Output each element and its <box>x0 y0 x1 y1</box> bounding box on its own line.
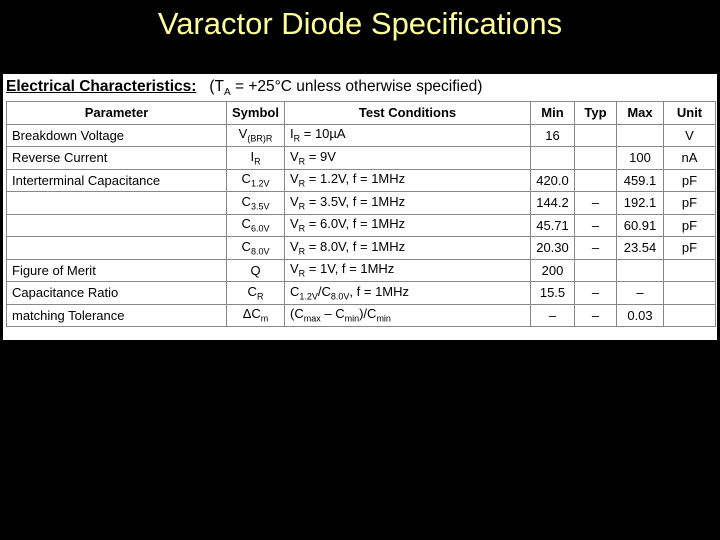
condition-subscript: 8.0V <box>330 291 350 302</box>
slide-title: Varactor Diode Specifications <box>157 6 563 41</box>
table-row <box>7 192 716 215</box>
cell-typ: – <box>575 192 617 215</box>
cell-parameter: Reverse Current <box>7 147 227 170</box>
cell-symbol <box>227 192 285 215</box>
heading-condition: ($T_A = +25^\circ C$ unless otherwise specified) <box>209 78 483 99</box>
symbol-main: C <box>241 216 251 232</box>
heading-label: Electrical Characteristics: <box>6 78 197 95</box>
cell-unit: pF <box>664 169 716 192</box>
condition-subscript: min <box>376 314 391 325</box>
symbol-main: V <box>238 126 248 142</box>
condition-subscript: max <box>303 314 321 325</box>
cell-typ <box>575 124 617 147</box>
condition-text: (C <box>290 306 304 322</box>
cell-parameter <box>7 192 227 215</box>
table-row <box>7 214 716 237</box>
condition-subscript: R <box>298 179 306 190</box>
condition-text: V <box>290 148 299 164</box>
condition-text: = 8.0V, f = 1MHz <box>305 238 406 254</box>
cell-max: – <box>617 282 664 305</box>
column-header: Min <box>531 102 575 125</box>
cell-symbol <box>227 259 285 282</box>
cell-unit: nA <box>664 147 716 170</box>
cell-typ <box>575 259 617 282</box>
cell-test-conditions <box>285 259 531 282</box>
table-heading <box>6 77 482 103</box>
cell-min: 420.0 <box>531 169 575 192</box>
condition-text: V <box>290 171 299 187</box>
condition-text: = 3.5V, f = 1MHz <box>305 193 406 209</box>
cell-max <box>617 259 664 282</box>
cell-symbol <box>227 147 285 170</box>
symbol-subscript: 3.5V <box>250 201 270 212</box>
condition-text: = 1V, f = 1MHz <box>305 261 395 277</box>
cell-typ: – <box>575 237 617 260</box>
condition-text: = 9V <box>305 148 336 164</box>
cell-max: 100 <box>617 147 664 170</box>
cell-max: 23.54 <box>617 237 664 260</box>
cell-symbol <box>227 169 285 192</box>
symbol-subscript: m <box>260 314 269 325</box>
cell-unit: pF <box>664 192 716 215</box>
symbol-subscript: (BR)R <box>247 134 273 145</box>
cell-unit: V <box>664 124 716 147</box>
condition-text: = 10µA <box>300 126 346 142</box>
cell-min: 15.5 <box>531 282 575 305</box>
cell-min: – <box>531 304 575 327</box>
condition-text: = 1.2V, f = 1MHz <box>305 171 406 187</box>
cell-min: 45.71 <box>531 214 575 237</box>
symbol-subscript: R <box>254 156 261 167</box>
table-row <box>7 259 716 282</box>
column-header: Typ <box>575 102 617 125</box>
cell-min: 20.30 <box>531 237 575 260</box>
table-row <box>7 304 716 327</box>
cell-test-conditions <box>285 147 531 170</box>
cell-test-conditions <box>285 304 531 327</box>
condition-subscript: R <box>298 201 306 212</box>
table-row <box>7 169 716 192</box>
symbol-main: C <box>241 193 251 209</box>
condition-subscript: R <box>298 246 306 257</box>
cell-test-conditions <box>285 214 531 237</box>
condition-text: )/C <box>359 306 377 322</box>
cell-test-conditions <box>285 282 531 305</box>
table-row <box>7 124 716 147</box>
cell-typ: – <box>575 304 617 327</box>
cell-symbol <box>227 124 285 147</box>
table-row <box>7 282 716 305</box>
condition-text: , f = 1MHz <box>349 283 410 299</box>
table-row <box>7 147 716 170</box>
cell-unit <box>664 304 716 327</box>
cell-min: 200 <box>531 259 575 282</box>
cell-typ: – <box>575 282 617 305</box>
condition-text: = 6.0V, f = 1MHz <box>305 216 406 232</box>
spec-table <box>6 101 716 327</box>
header-row <box>7 102 716 125</box>
symbol-main: I <box>250 148 255 164</box>
cell-unit: pF <box>664 237 716 260</box>
column-header: Parameter <box>7 102 227 125</box>
symbol-main: ΔC <box>242 306 261 322</box>
cell-symbol <box>227 214 285 237</box>
condition-text: V <box>290 261 299 277</box>
cell-min: 144.2 <box>531 192 575 215</box>
cell-parameter: Interterminal Capacitance <box>7 169 227 192</box>
cell-typ <box>575 169 617 192</box>
symbol-main: C <box>241 171 251 187</box>
table-row <box>7 237 716 260</box>
cell-parameter: Figure of Merit <box>7 259 227 282</box>
condition-text: V <box>290 216 299 232</box>
condition-text: – C <box>320 306 345 322</box>
cell-symbol <box>227 237 285 260</box>
cell-unit <box>664 259 716 282</box>
symbol-subscript: 1.2V <box>250 179 270 190</box>
symbol-main: C <box>241 238 251 254</box>
column-header: Unit <box>664 102 716 125</box>
condition-text: /C <box>317 283 331 299</box>
cell-symbol <box>227 282 285 305</box>
cell-typ <box>575 147 617 170</box>
cell-parameter: matching Tolerance <box>7 304 227 327</box>
column-header: Symbol <box>227 102 285 125</box>
cell-parameter: Breakdown Voltage <box>7 124 227 147</box>
symbol-subscript: 6.0V <box>250 224 270 235</box>
condition-subscript: R <box>298 269 306 280</box>
cell-max: 0.03 <box>617 304 664 327</box>
condition-subscript: R <box>293 134 301 145</box>
condition-subscript: R <box>298 224 306 235</box>
cell-test-conditions <box>285 192 531 215</box>
condition-subscript: min <box>344 314 360 325</box>
cell-max: 60.91 <box>617 214 664 237</box>
symbol-subscript: 8.0V <box>250 246 270 257</box>
cell-parameter <box>7 237 227 260</box>
cell-test-conditions <box>285 169 531 192</box>
cell-parameter: Capacitance Ratio <box>7 282 227 305</box>
cell-typ: – <box>575 214 617 237</box>
cell-max <box>617 124 664 147</box>
cell-unit <box>664 282 716 305</box>
cell-test-conditions <box>285 124 531 147</box>
condition-subscript: 1.2V <box>299 291 318 302</box>
column-header: Test Conditions <box>285 102 531 125</box>
cell-min: 16 <box>531 124 575 147</box>
condition-text: V <box>290 238 299 254</box>
cell-test-conditions <box>285 237 531 260</box>
cell-unit: pF <box>664 214 716 237</box>
cell-max: 459.1 <box>617 169 664 192</box>
cell-parameter <box>7 214 227 237</box>
symbol-subscript: R <box>256 291 264 302</box>
cell-symbol <box>227 304 285 327</box>
condition-text: I <box>290 126 294 142</box>
cell-min <box>531 147 575 170</box>
column-header: Max <box>617 102 664 125</box>
condition-text: V <box>290 193 299 209</box>
cell-max: 192.1 <box>617 192 664 215</box>
condition-subscript: R <box>298 156 306 167</box>
symbol-main: C <box>247 283 257 299</box>
symbol-main: Q <box>250 262 261 278</box>
condition-text: C <box>290 283 300 299</box>
spec-sheet <box>3 74 717 340</box>
